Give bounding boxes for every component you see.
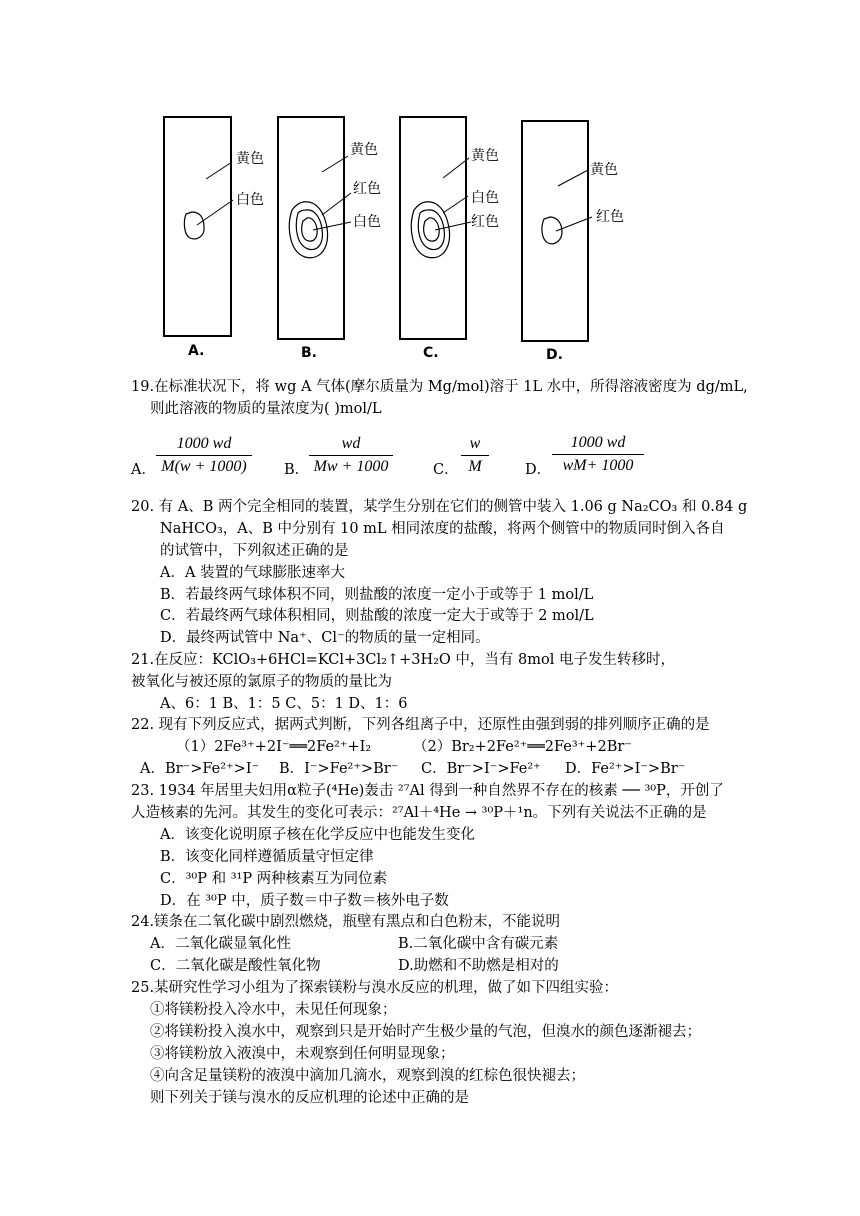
strip-c-inner-label: 红色 bbox=[471, 214, 499, 230]
q25-statement-1: ①将镁粉投入冷水中，未见任何现象； bbox=[150, 1002, 397, 1018]
q24-option-c: C．二氧化碳是酸性氧化物 bbox=[150, 958, 321, 974]
q22-option-c: C．Br⁻>I⁻>Fe²⁺ bbox=[421, 761, 541, 777]
q22-line1: 22. 现有下列反应式，据两式判断，下列各组离子中，还原性由强到弱的排列顺序正确的是 bbox=[131, 717, 710, 733]
q20-line3: 的试管中，下列叙述正确的是 bbox=[160, 543, 349, 559]
strip-c-ring-label: 白色 bbox=[471, 190, 499, 206]
strip-c-label: C. bbox=[423, 345, 439, 361]
q19-option-d-denominator: wM+ 1000 bbox=[562, 457, 634, 474]
strip-a-inner-label: 白色 bbox=[236, 192, 264, 208]
q24-line1: 24.镁条在二氧化碳中剧烈燃烧，瓶壁有黑点和白色粉末，不能说明 bbox=[131, 914, 561, 930]
q19-option-d-fraction bbox=[552, 433, 644, 476]
strip-a-label: A. bbox=[188, 343, 205, 359]
fraction-bar bbox=[552, 454, 644, 455]
q22-option-b: B．I⁻>Fe²⁺>Br⁻ bbox=[279, 761, 399, 777]
q24-option-b: B.二氧化碳中含有碳元素 bbox=[398, 936, 559, 952]
q19-line1: 19.在标准状况下，将 wg A 气体(摩尔质量为 Mg/mol)溶于 1L 水中，所得溶液密度为 dg/mL, bbox=[131, 379, 748, 395]
q25-last-line: 则下列关于镁与溴水的反应机理的论述中正确的是 bbox=[150, 1090, 469, 1106]
q19-option-a-label: A． bbox=[131, 462, 156, 478]
q19-option-c-numerator: w bbox=[469, 435, 481, 452]
q20-option-a: A．A 装置的气球膨胀速率大 bbox=[160, 565, 346, 581]
strip-a bbox=[164, 117, 264, 359]
q22-equation-1: （1）2Fe³⁺+2I⁻══2Fe²⁺+I₂ bbox=[176, 739, 372, 755]
strip-b-inner-label: 白色 bbox=[353, 214, 381, 230]
strip-b bbox=[278, 117, 381, 361]
q23-option-d: D．在 ³⁰P 中，质子数＝中子数＝核外电子数 bbox=[160, 893, 449, 909]
q20-line2: NaHCO₃，A、B 中分别有 10 mL 相同浓度的盐酸，将两个侧管中的物质同时倒入各自 bbox=[160, 521, 725, 537]
q22-equation-2: （2）Br₂+2Fe²⁺══2Fe³⁺+2Br⁻ bbox=[413, 739, 632, 755]
q19-option-d-numerator: 1000 wd bbox=[570, 434, 626, 451]
strip-d-inner-label: 红色 bbox=[596, 209, 624, 225]
q19-option-b-numerator: wd bbox=[341, 435, 361, 452]
q19-line2: 则此溶液的物质的量浓度为( )mol/L bbox=[150, 401, 382, 417]
q19-option-d-label: D． bbox=[525, 462, 552, 478]
strip-d bbox=[522, 121, 624, 363]
q21-line2: 被氧化与被还原的氯原子的物质的量比为 bbox=[131, 674, 392, 690]
q21-line1: 21.在反应：KClO₃+6HCl=KCl+3Cl₂↑+3H₂O 中，当有 8mol 电子发生转移时， bbox=[131, 652, 675, 668]
strip-c bbox=[400, 117, 499, 361]
q23-option-c: C．³⁰P 和 ³¹P 两种核素互为同位素 bbox=[160, 871, 388, 887]
chromatography-figure bbox=[0, 0, 860, 370]
q19-option-c-label: C． bbox=[433, 462, 459, 478]
strip-b-outer-label: 黄色 bbox=[350, 142, 378, 158]
q19-option-a-numerator: 1000 wd bbox=[176, 435, 232, 452]
q22-option-a: A．Br⁻>Fe²⁺>I⁻ bbox=[140, 761, 260, 777]
q23-option-a: A．该变化说明原子核在化学反应中也能发生变化 bbox=[160, 827, 475, 843]
q19-option-b-label: B． bbox=[284, 462, 310, 478]
q25-statement-3: ③将镁粉放入液溴中，未观察到任何明显现象； bbox=[150, 1046, 455, 1062]
q19-option-c-fraction bbox=[461, 434, 489, 477]
q23-line2: 人造核素的先河。其发生的变化可表示：²⁷Al＋⁴He → ³⁰P＋¹n。下列有关说法不正确的是 bbox=[131, 805, 707, 821]
q19-option-c-denominator: M bbox=[468, 458, 482, 475]
q22-option-d: D．Fe²⁺>I⁻>Br⁻ bbox=[565, 761, 686, 777]
q24-option-a: A．二氧化碳显氧化性 bbox=[150, 936, 291, 952]
fraction-bar bbox=[309, 455, 393, 456]
q20-option-c: C．若最终两气球体积相同，则盐酸的浓度一定大于或等于 2 mol/L bbox=[160, 608, 594, 624]
strip-c-outer-label: 黄色 bbox=[471, 148, 499, 164]
q24-option-d: D.助燃和不助燃是相对的 bbox=[398, 958, 559, 974]
q19-option-b-denominator: Mw + 1000 bbox=[313, 458, 389, 475]
fraction-bar bbox=[461, 455, 489, 456]
fraction-bar bbox=[156, 455, 252, 456]
q20-option-b: B．若最终两气球体积不同，则盐酸的浓度一定小于或等于 1 mol/L bbox=[160, 587, 594, 603]
q21-options: A、6：1 B、1：5 C、5：1 D、1：6 bbox=[160, 696, 408, 712]
q25-statement-2: ②将镁粉投入溴水中，观察到只是开始时产生极少量的气泡，但溴水的颜色逐渐褪去； bbox=[150, 1024, 701, 1040]
q23-line1: 23. 1934 年居里夫妇用α粒子(⁴He)轰击 ²⁷Al 得到一种自然界不存在的核素 ── ³⁰P，开创了 bbox=[131, 783, 724, 799]
strip-d-label: D. bbox=[546, 347, 563, 363]
strip-a-outer-label: 黄色 bbox=[236, 151, 264, 167]
q25-line1: 25.某研究性学习小组为了探索镁粉与溴水反应的机理，做了如下四组实验： bbox=[131, 980, 619, 996]
q25-statement-4: ④向含足量镁粉的液溴中滴加几滴水，观察到溴的红棕色很快褪去； bbox=[150, 1068, 585, 1084]
q19-option-b-fraction bbox=[309, 434, 393, 477]
q20-line1: 20. 有 A、B 两个完全相同的装置，某学生分别在它们的侧管中装入 1.06 g Na₂CO₃ 和 0.84 g bbox=[131, 499, 748, 515]
q19-option-a-denominator: M(w + 1000) bbox=[161, 458, 247, 475]
q19-option-a-fraction bbox=[156, 434, 252, 477]
strip-b-ring-label: 红色 bbox=[353, 181, 381, 197]
q23-option-b: B．该变化同样遵循质量守恒定律 bbox=[160, 849, 374, 865]
strip-d-outer-label: 黄色 bbox=[590, 162, 618, 178]
strip-b-label: B. bbox=[301, 345, 317, 361]
q20-option-d: D．最终两试管中 Na⁺、Cl⁻的物质的量一定相同。 bbox=[160, 630, 490, 646]
